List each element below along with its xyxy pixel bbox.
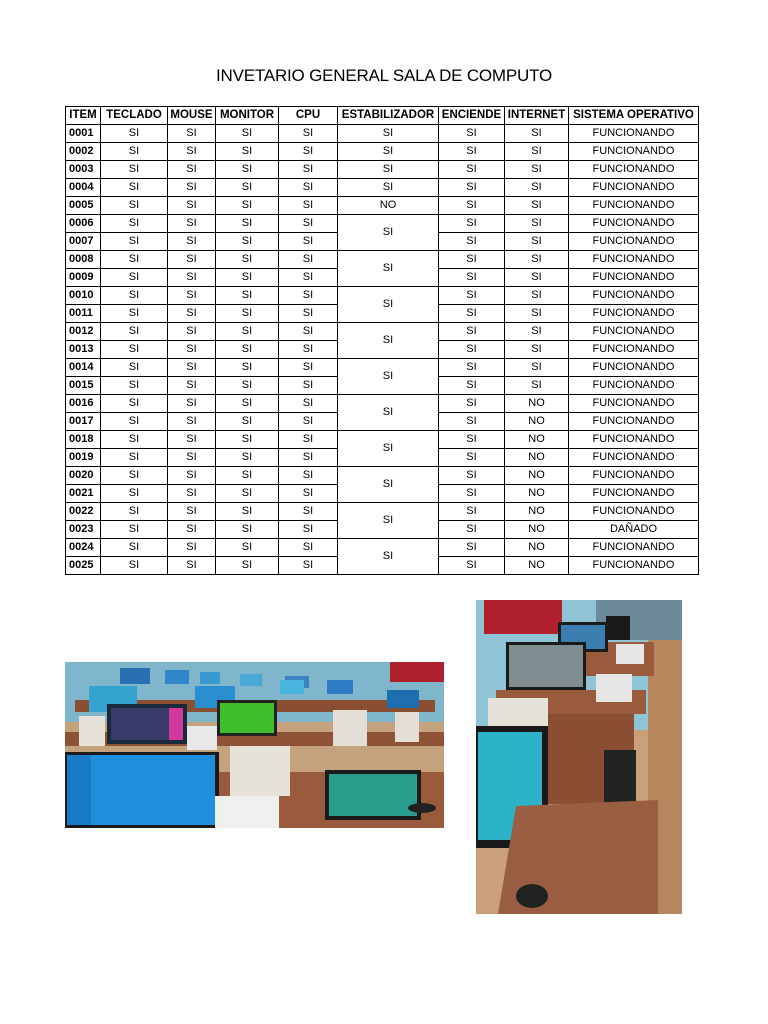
cell-cpu: SI (279, 521, 338, 539)
cell-monitor: SI (216, 125, 279, 143)
cell-item: 0012 (66, 323, 101, 341)
cell-internet: SI (505, 359, 569, 377)
cell-mouse: SI (168, 449, 216, 467)
cell-item: 0003 (66, 161, 101, 179)
cell-monitor: SI (216, 341, 279, 359)
cell-teclado: SI (101, 395, 168, 413)
cell-internet: SI (505, 215, 569, 233)
cell-teclado: SI (101, 539, 168, 557)
table-row (66, 395, 699, 413)
cell-cpu: SI (279, 449, 338, 467)
cell-internet: NO (505, 431, 569, 449)
cell-teclado: SI (101, 449, 168, 467)
cell-monitor: SI (216, 521, 279, 539)
cell-estabilizador: SI (338, 287, 439, 323)
header-sistema-operativo: SISTEMA OPERATIVO (569, 107, 699, 125)
cell-enciende: SI (439, 143, 505, 161)
cell-teclado: SI (101, 197, 168, 215)
cell-teclado: SI (101, 413, 168, 431)
header-internet: INTERNET (505, 107, 569, 125)
cell-estabilizador: SI (338, 395, 439, 431)
cell-item: 0017 (66, 413, 101, 431)
cell-cpu: SI (279, 341, 338, 359)
table-row (66, 215, 699, 233)
cell-so: FUNCIONANDO (569, 503, 699, 521)
table-row (66, 467, 699, 485)
cell-item: 0001 (66, 125, 101, 143)
table-row (66, 179, 699, 197)
cell-teclado: SI (101, 125, 168, 143)
cell-so: FUNCIONANDO (569, 467, 699, 485)
cell-so: FUNCIONANDO (569, 539, 699, 557)
cell-cpu: SI (279, 251, 338, 269)
cell-cpu: SI (279, 557, 338, 575)
cell-so: FUNCIONANDO (569, 449, 699, 467)
cell-so: FUNCIONANDO (569, 395, 699, 413)
cell-internet: NO (505, 449, 569, 467)
cell-monitor: SI (216, 557, 279, 575)
cell-so: FUNCIONANDO (569, 323, 699, 341)
cell-internet: SI (505, 197, 569, 215)
cell-cpu: SI (279, 431, 338, 449)
cell-monitor: SI (216, 485, 279, 503)
cell-mouse: SI (168, 395, 216, 413)
cell-monitor: SI (216, 413, 279, 431)
cell-monitor: SI (216, 503, 279, 521)
cell-mouse: SI (168, 305, 216, 323)
cell-cpu: SI (279, 125, 338, 143)
cell-so: FUNCIONANDO (569, 413, 699, 431)
cell-cpu: SI (279, 197, 338, 215)
cell-mouse: SI (168, 557, 216, 575)
header-mouse: MOUSE (168, 107, 216, 125)
cell-internet: NO (505, 485, 569, 503)
cell-teclado: SI (101, 179, 168, 197)
page-title: INVETARIO GENERAL SALA DE COMPUTO (216, 66, 552, 85)
cell-mouse: SI (168, 341, 216, 359)
header-cpu: CPU (279, 107, 338, 125)
cell-teclado: SI (101, 359, 168, 377)
cell-monitor: SI (216, 269, 279, 287)
cell-internet: SI (505, 287, 569, 305)
cell-teclado: SI (101, 377, 168, 395)
cell-so: FUNCIONANDO (569, 125, 699, 143)
cell-item: 0009 (66, 269, 101, 287)
cell-item: 0020 (66, 467, 101, 485)
cell-item: 0008 (66, 251, 101, 269)
cell-teclado: SI (101, 251, 168, 269)
cell-internet: SI (505, 179, 569, 197)
cell-item: 0023 (66, 521, 101, 539)
table-row (66, 359, 699, 377)
cell-teclado: SI (101, 161, 168, 179)
header-estabilizador: ESTABILIZADOR (338, 107, 439, 125)
cell-cpu: SI (279, 305, 338, 323)
cell-monitor: SI (216, 395, 279, 413)
cell-internet: SI (505, 269, 569, 287)
cell-so: FUNCIONANDO (569, 305, 699, 323)
cell-cpu: SI (279, 287, 338, 305)
cell-monitor: SI (216, 287, 279, 305)
cell-mouse: SI (168, 161, 216, 179)
cell-cpu: SI (279, 413, 338, 431)
table-row (66, 539, 699, 557)
cell-enciende: SI (439, 413, 505, 431)
cell-mouse: SI (168, 269, 216, 287)
cell-estabilizador: SI (338, 215, 439, 251)
table-row (66, 143, 699, 161)
cell-mouse: SI (168, 539, 216, 557)
cell-so: FUNCIONANDO (569, 341, 699, 359)
cell-item: 0010 (66, 287, 101, 305)
cell-mouse: SI (168, 521, 216, 539)
cell-so: FUNCIONANDO (569, 143, 699, 161)
cell-cpu: SI (279, 485, 338, 503)
cell-teclado: SI (101, 143, 168, 161)
cell-enciende: SI (439, 125, 505, 143)
cell-enciende: SI (439, 287, 505, 305)
cell-monitor: SI (216, 323, 279, 341)
cell-internet: SI (505, 143, 569, 161)
table-header-row (66, 107, 699, 125)
cell-cpu: SI (279, 323, 338, 341)
cell-enciende: SI (439, 197, 505, 215)
cell-teclado: SI (101, 287, 168, 305)
cell-internet: NO (505, 395, 569, 413)
cell-so: FUNCIONANDO (569, 233, 699, 251)
cell-item: 0025 (66, 557, 101, 575)
table-row (66, 161, 699, 179)
cell-item: 0007 (66, 233, 101, 251)
header-monitor: MONITOR (216, 107, 279, 125)
table-row (66, 251, 699, 269)
cell-mouse: SI (168, 251, 216, 269)
cell-cpu: SI (279, 215, 338, 233)
cell-internet: SI (505, 125, 569, 143)
cell-internet: SI (505, 377, 569, 395)
cell-teclado: SI (101, 323, 168, 341)
cell-estabilizador: SI (338, 503, 439, 539)
cell-monitor: SI (216, 215, 279, 233)
cell-internet: NO (505, 503, 569, 521)
cell-monitor: SI (216, 449, 279, 467)
cell-cpu: SI (279, 503, 338, 521)
cell-item: 0016 (66, 395, 101, 413)
cell-item: 0019 (66, 449, 101, 467)
cell-item: 0018 (66, 431, 101, 449)
cell-enciende: SI (439, 233, 505, 251)
cell-estabilizador: SI (338, 539, 439, 575)
cell-teclado: SI (101, 341, 168, 359)
cell-enciende: SI (439, 359, 505, 377)
cell-enciende: SI (439, 539, 505, 557)
cell-so: FUNCIONANDO (569, 251, 699, 269)
cell-mouse: SI (168, 431, 216, 449)
cell-monitor: SI (216, 143, 279, 161)
cell-teclado: SI (101, 233, 168, 251)
cell-so: FUNCIONANDO (569, 269, 699, 287)
cell-teclado: SI (101, 503, 168, 521)
cell-enciende: SI (439, 305, 505, 323)
cell-cpu: SI (279, 359, 338, 377)
cell-internet: SI (505, 323, 569, 341)
cell-mouse: SI (168, 233, 216, 251)
cell-enciende: SI (439, 503, 505, 521)
table-row (66, 125, 699, 143)
table-row (66, 197, 699, 215)
cell-so: FUNCIONANDO (569, 377, 699, 395)
cell-monitor: SI (216, 179, 279, 197)
inventory-table (65, 106, 699, 575)
cell-teclado: SI (101, 467, 168, 485)
header-teclado: TECLADO (101, 107, 168, 125)
cell-monitor: SI (216, 251, 279, 269)
table-row (66, 323, 699, 341)
cell-teclado: SI (101, 215, 168, 233)
cell-item: 0013 (66, 341, 101, 359)
cell-so: FUNCIONANDO (569, 359, 699, 377)
cell-internet: NO (505, 539, 569, 557)
cell-mouse: SI (168, 197, 216, 215)
cell-cpu: SI (279, 233, 338, 251)
cell-mouse: SI (168, 485, 216, 503)
cell-teclado: SI (101, 431, 168, 449)
cell-enciende: SI (439, 377, 505, 395)
cell-monitor: SI (216, 431, 279, 449)
cell-monitor: SI (216, 359, 279, 377)
cell-monitor: SI (216, 467, 279, 485)
cell-so: FUNCIONANDO (569, 557, 699, 575)
cell-monitor: SI (216, 539, 279, 557)
cell-cpu: SI (279, 179, 338, 197)
cell-mouse: SI (168, 125, 216, 143)
cell-enciende: SI (439, 467, 505, 485)
cell-estabilizador: SI (338, 323, 439, 359)
cell-so: FUNCIONANDO (569, 179, 699, 197)
cell-so: FUNCIONANDO (569, 431, 699, 449)
cell-item: 0004 (66, 179, 101, 197)
cell-item: 0006 (66, 215, 101, 233)
cell-teclado: SI (101, 485, 168, 503)
cell-item: 0021 (66, 485, 101, 503)
cell-internet: SI (505, 161, 569, 179)
cell-internet: NO (505, 557, 569, 575)
cell-estabilizador: SI (338, 431, 439, 467)
cell-cpu: SI (279, 467, 338, 485)
cell-mouse: SI (168, 323, 216, 341)
cell-monitor: SI (216, 233, 279, 251)
cell-so: FUNCIONANDO (569, 215, 699, 233)
cell-estabilizador: SI (338, 251, 439, 287)
header-enciende: ENCIENDE (439, 107, 505, 125)
cell-mouse: SI (168, 467, 216, 485)
cell-so: FUNCIONANDO (569, 197, 699, 215)
cell-enciende: SI (439, 557, 505, 575)
table-row (66, 431, 699, 449)
cell-item: 0015 (66, 377, 101, 395)
cell-cpu: SI (279, 395, 338, 413)
cell-internet: SI (505, 341, 569, 359)
cell-enciende: SI (439, 323, 505, 341)
computer-lab-photo-tall (476, 600, 682, 914)
cell-so: FUNCIONANDO (569, 161, 699, 179)
cell-teclado: SI (101, 269, 168, 287)
cell-so: DAÑADO (569, 521, 699, 539)
cell-cpu: SI (279, 161, 338, 179)
cell-teclado: SI (101, 305, 168, 323)
cell-estabilizador: SI (338, 179, 439, 197)
cell-estabilizador: SI (338, 125, 439, 143)
cell-enciende: SI (439, 341, 505, 359)
cell-cpu: SI (279, 377, 338, 395)
header-item: ITEM (66, 107, 101, 125)
cell-teclado: SI (101, 557, 168, 575)
cell-so: FUNCIONANDO (569, 485, 699, 503)
cell-internet: NO (505, 521, 569, 539)
cell-cpu: SI (279, 143, 338, 161)
table-row (66, 287, 699, 305)
cell-internet: NO (505, 413, 569, 431)
cell-monitor: SI (216, 161, 279, 179)
cell-monitor: SI (216, 305, 279, 323)
cell-mouse: SI (168, 215, 216, 233)
cell-cpu: SI (279, 269, 338, 287)
cell-internet: SI (505, 305, 569, 323)
cell-mouse: SI (168, 377, 216, 395)
cell-enciende: SI (439, 251, 505, 269)
cell-internet: NO (505, 467, 569, 485)
cell-mouse: SI (168, 287, 216, 305)
cell-item: 0002 (66, 143, 101, 161)
cell-cpu: SI (279, 539, 338, 557)
cell-estabilizador: SI (338, 143, 439, 161)
cell-enciende: SI (439, 431, 505, 449)
cell-internet: SI (505, 251, 569, 269)
cell-estabilizador: SI (338, 161, 439, 179)
cell-enciende: SI (439, 395, 505, 413)
cell-enciende: SI (439, 179, 505, 197)
cell-enciende: SI (439, 269, 505, 287)
cell-estabilizador: NO (338, 197, 439, 215)
cell-monitor: SI (216, 197, 279, 215)
cell-estabilizador: SI (338, 359, 439, 395)
cell-item: 0014 (66, 359, 101, 377)
cell-enciende: SI (439, 449, 505, 467)
cell-mouse: SI (168, 413, 216, 431)
cell-mouse: SI (168, 503, 216, 521)
table-row (66, 503, 699, 521)
cell-enciende: SI (439, 521, 505, 539)
cell-mouse: SI (168, 143, 216, 161)
cell-item: 0022 (66, 503, 101, 521)
cell-item: 0011 (66, 305, 101, 323)
cell-enciende: SI (439, 485, 505, 503)
cell-item: 0005 (66, 197, 101, 215)
cell-item: 0024 (66, 539, 101, 557)
cell-teclado: SI (101, 521, 168, 539)
table-body (66, 125, 699, 575)
computer-lab-photo-wide (65, 662, 444, 828)
cell-internet: SI (505, 233, 569, 251)
cell-mouse: SI (168, 359, 216, 377)
cell-so: FUNCIONANDO (569, 287, 699, 305)
cell-enciende: SI (439, 161, 505, 179)
cell-estabilizador: SI (338, 467, 439, 503)
cell-mouse: SI (168, 179, 216, 197)
cell-monitor: SI (216, 377, 279, 395)
cell-enciende: SI (439, 215, 505, 233)
